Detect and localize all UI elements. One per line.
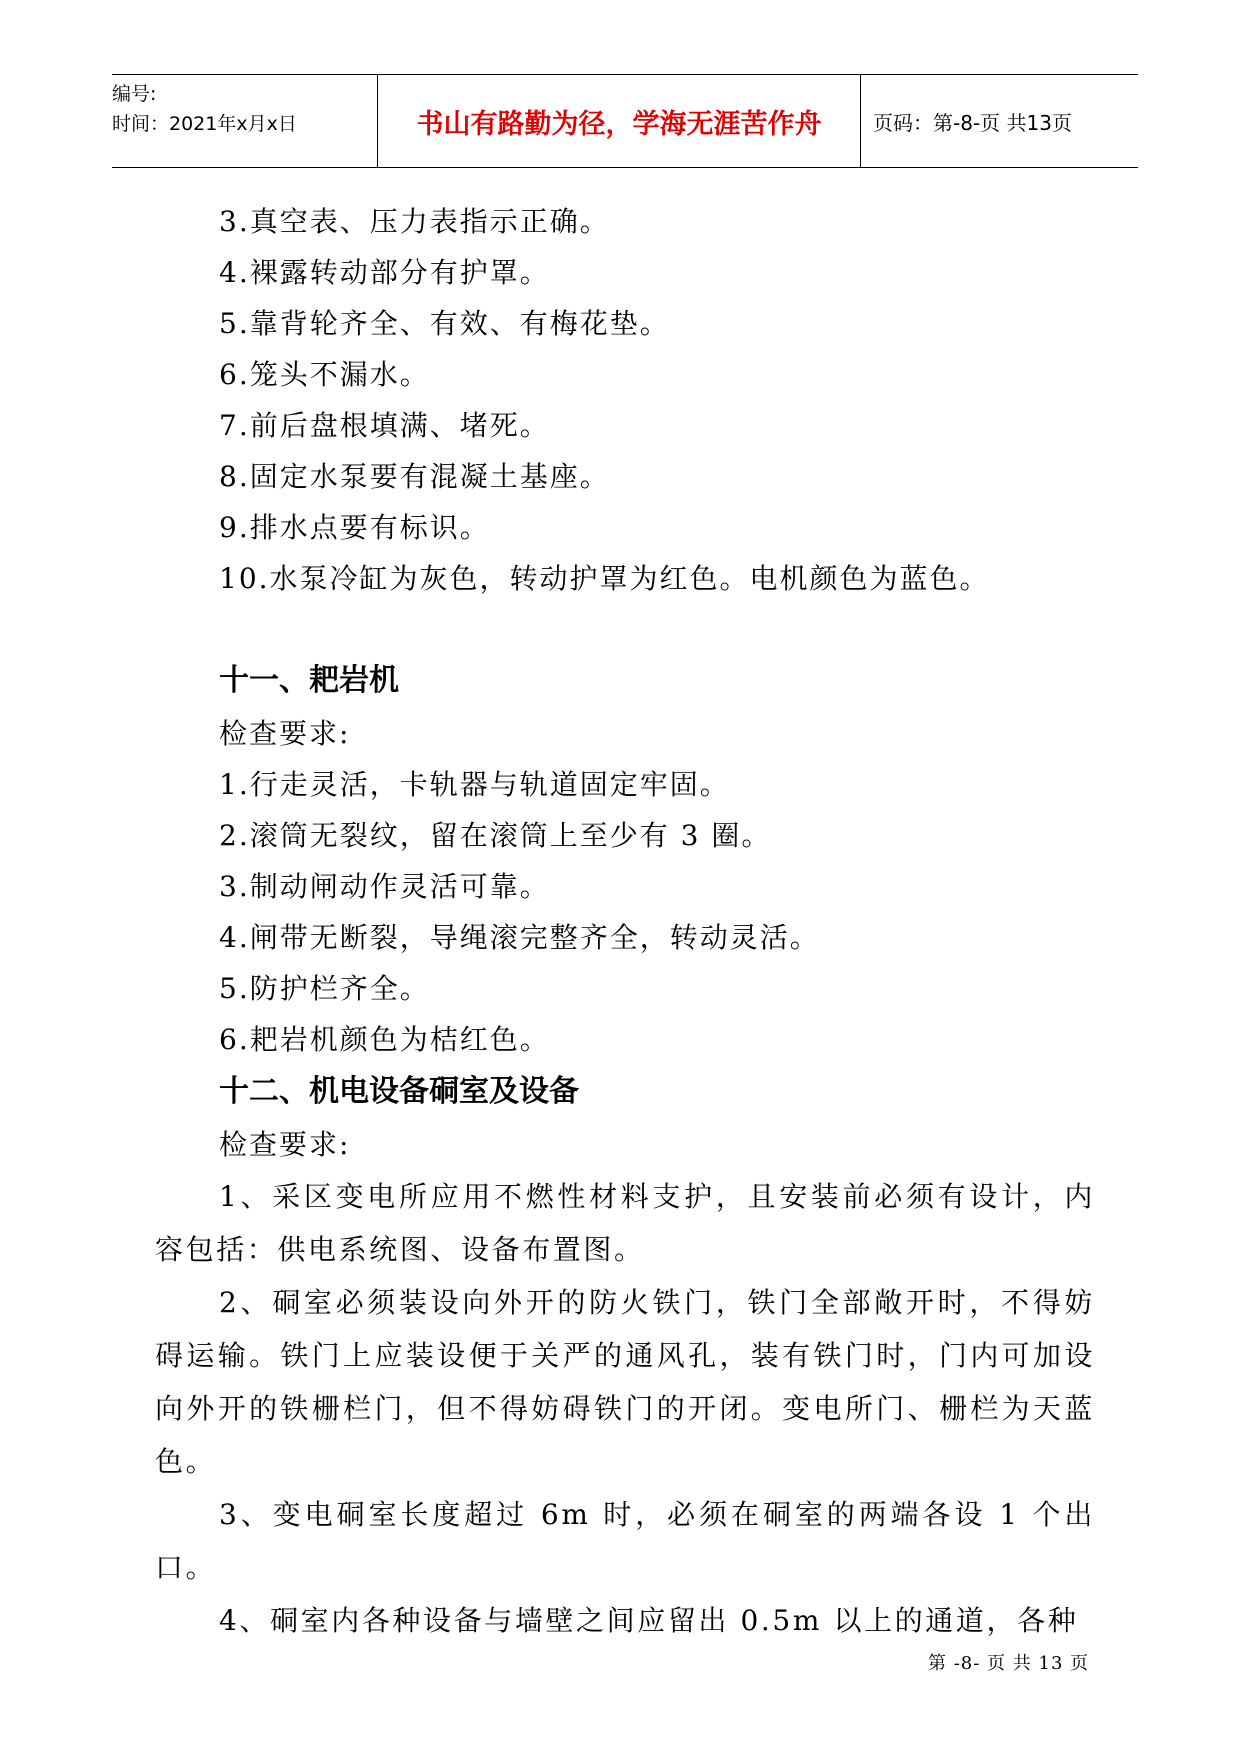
paragraph: 2、硐室必须装设向外开的防火铁门，铁门全部敞开时，不得妨碍运输。铁门上应装设便于关严的通风孔，装有铁门时，门内可加设向外开的铁栅栏门，但不得妨碍铁门的开闭。变电所门、栅栏为天蓝色。 (155, 1286, 1095, 1478)
list-item: 6.耙岩机颜色为桔红色。 (219, 1023, 550, 1056)
serial-label: 编号: (112, 83, 157, 105)
paragraph: 4、硐室内各种设备与墙壁之间应留出 0.5m 以上的通道，各种 (219, 1604, 1079, 1637)
list-item: 4.闸带无断裂，导绳滚完整齐全，转动灵活。 (219, 921, 820, 954)
header-motto: 书山有路勤为径，学海无涯苦作舟 (377, 75, 861, 167)
list-item: 6.笼头不漏水。 (219, 358, 430, 391)
section-11-check-label: 检查要求: (219, 717, 351, 750)
header-page-info: 页码：第-8-页 共13页 (873, 110, 1072, 135)
list-item: 8.固定水泵要有混凝土基座。 (219, 460, 610, 493)
list-item: 3.真空表、压力表指示正确。 (219, 205, 610, 238)
list-item: 7.前后盘根填满、堵死。 (219, 409, 550, 442)
paragraph: 3、变电硐室长度超过 6m 时，必须在硐室的两端各设 1 个出口。 (155, 1498, 1095, 1584)
document-body (155, 196, 1095, 1647)
list-item: 1.行走灵活，卡轨器与轨道固定牢固。 (219, 768, 730, 801)
list-item: 3.制动闸动作灵活可靠。 (219, 870, 550, 903)
section-12-check-label: 检查要求: (219, 1128, 351, 1161)
page-footer: 第 -8- 页 共 13 页 (928, 1653, 1090, 1674)
list-item: 5.防护栏齐全。 (219, 972, 430, 1005)
paragraph: 1、采区变电所应用不燃性材料支护，且安装前必须有设计，内容包括：供电系统图、设备布置图。 (155, 1180, 1095, 1266)
time-label: 时间：2021年x月x日 (112, 113, 297, 135)
section-12-title: 十二、机电设备硐室及设备 (219, 1074, 579, 1109)
section-11-title: 十一、耙岩机 (219, 663, 399, 698)
list-item: 2.滚筒无裂纹，留在滚筒上至少有 3 圈。 (219, 819, 772, 852)
list-item: 4.裸露转动部分有护罩。 (219, 256, 550, 289)
list-item: 5.靠背轮齐全、有效、有梅花垫。 (219, 307, 670, 340)
list-item: 9.排水点要有标识。 (219, 511, 490, 544)
header-meta (112, 75, 377, 167)
page-header (112, 74, 1138, 168)
section-spacer (155, 604, 1095, 654)
list-item: 10.水泵冷缸为灰色，转动护罩为红色。电机颜色为蓝色。 (219, 562, 990, 595)
